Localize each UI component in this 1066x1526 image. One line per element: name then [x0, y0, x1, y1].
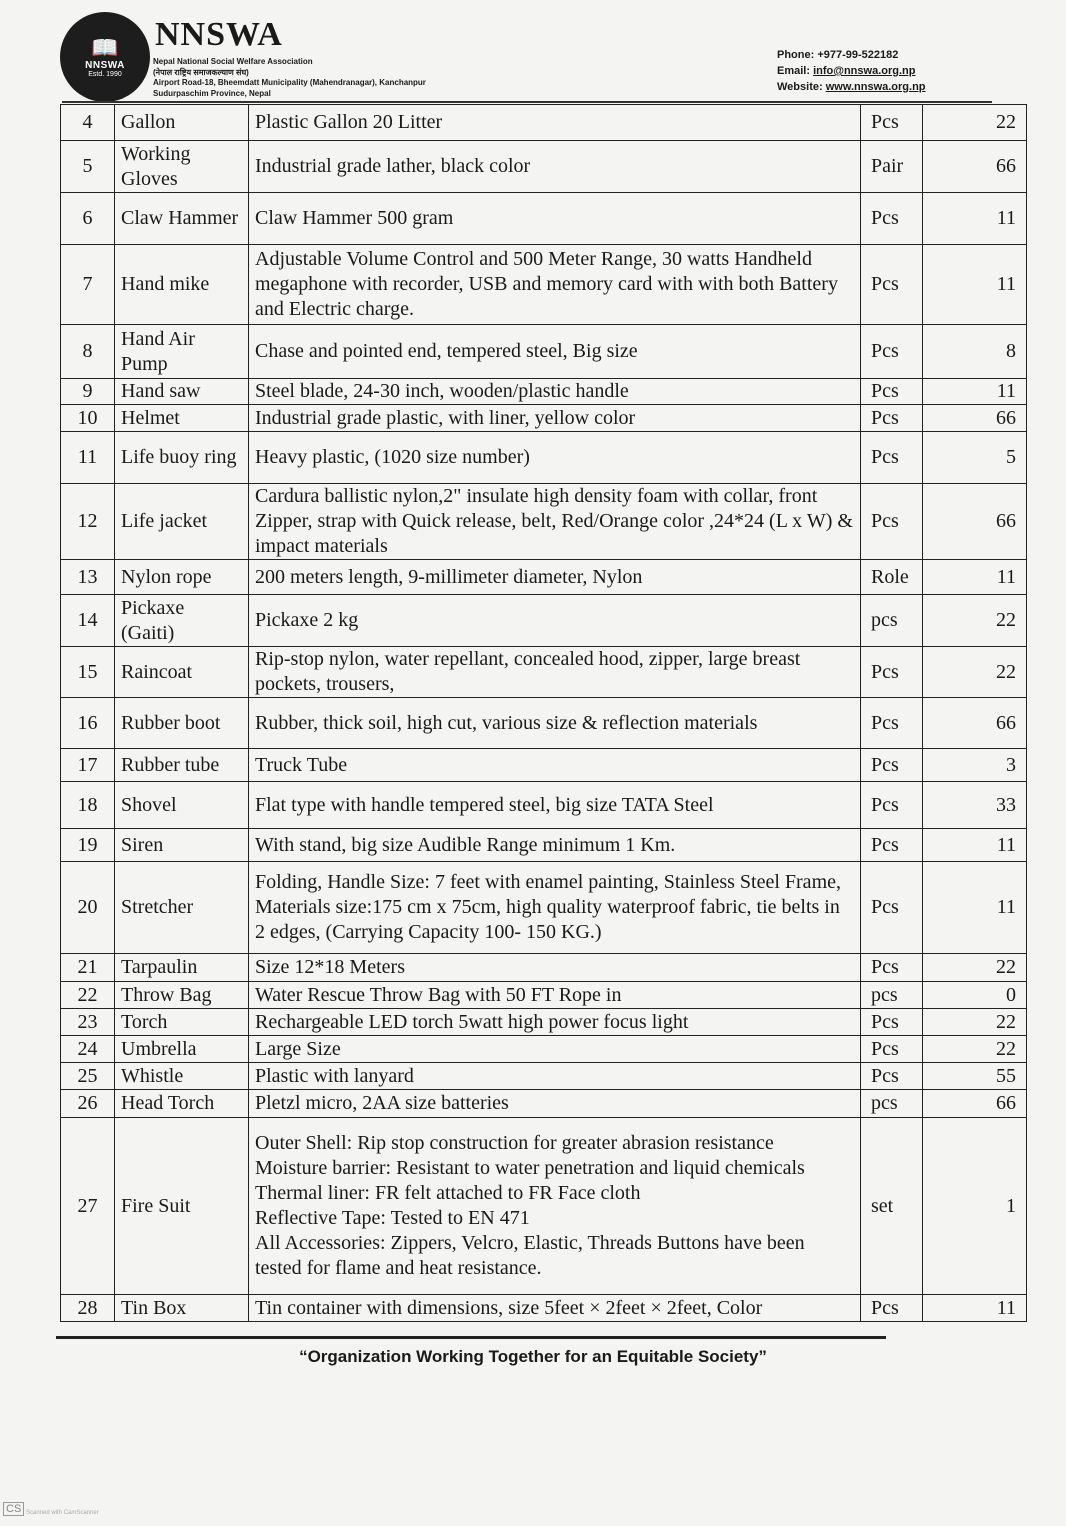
row-number: 15 — [61, 647, 115, 698]
item-unit: Pcs — [861, 782, 923, 829]
item-quantity: 66 — [923, 698, 1027, 749]
org-name: NNSWA — [155, 16, 283, 53]
row-number: 13 — [61, 560, 115, 595]
item-quantity: 11 — [923, 193, 1027, 245]
header-divider — [62, 101, 992, 103]
item-unit: pcs — [861, 982, 923, 1009]
item-specification: Pletzl micro, 2AA size batteries — [249, 1090, 861, 1118]
item-unit: Pcs — [861, 749, 923, 782]
table-row — [61, 484, 1027, 560]
item-specification: Industrial grade lather, black color — [249, 141, 861, 193]
item-name: Claw Hammer — [115, 193, 249, 245]
item-quantity: 11 — [923, 379, 1027, 405]
table-row — [61, 829, 1027, 862]
item-name: Head Torch — [115, 1090, 249, 1118]
item-unit: Pcs — [861, 829, 923, 862]
item-unit: Pcs — [861, 379, 923, 405]
org-nepali: (नेपाल राष्ट्रिय समाजकल्याण संघ) — [153, 67, 249, 77]
table-row — [61, 1009, 1027, 1036]
table-row — [61, 954, 1027, 982]
item-quantity: 22 — [923, 1036, 1027, 1063]
table-row — [61, 1036, 1027, 1063]
spec-line: All Accessories: Zippers, Velcro, Elastic, Threads Buttons have been tested for flame and heat resistance. — [255, 1232, 805, 1279]
row-number: 4 — [61, 105, 115, 141]
table-row — [61, 1118, 1027, 1295]
email-line: Email: info@nnswa.org.np — [777, 65, 916, 77]
row-number: 9 — [61, 379, 115, 405]
item-unit: Pcs — [861, 1009, 923, 1036]
table-row — [61, 245, 1027, 325]
item-name: Hand saw — [115, 379, 249, 405]
book-icon: 📖 — [91, 35, 119, 60]
item-specification: Plastic Gallon 20 Litter — [249, 105, 861, 141]
spec-line: Reflective Tape: Tested to EN 471 — [255, 1207, 530, 1229]
website-link[interactable]: www.nnswa.org.np — [825, 81, 926, 93]
row-number: 18 — [61, 782, 115, 829]
item-quantity: 11 — [923, 1295, 1027, 1322]
row-number: 28 — [61, 1295, 115, 1322]
row-number: 10 — [61, 405, 115, 432]
row-number: 5 — [61, 141, 115, 193]
item-unit: Pcs — [861, 105, 923, 141]
row-number: 6 — [61, 193, 115, 245]
item-name: Nylon rope — [115, 560, 249, 595]
item-unit: Pcs — [861, 698, 923, 749]
item-quantity: 22 — [923, 105, 1027, 141]
item-unit: pcs — [861, 595, 923, 647]
table-row — [61, 141, 1027, 193]
item-quantity: 5 — [923, 432, 1027, 484]
row-number: 24 — [61, 1036, 115, 1063]
item-name: Rubber boot — [115, 698, 249, 749]
row-number: 17 — [61, 749, 115, 782]
row-number: 21 — [61, 954, 115, 982]
address-line-2: Sudurpaschim Province, Nepal — [153, 88, 271, 98]
item-specification: Large Size — [249, 1036, 861, 1063]
item-unit: Pcs — [861, 1295, 923, 1322]
item-specification: Truck Tube — [249, 749, 861, 782]
contact-block — [777, 47, 926, 95]
item-quantity: 0 — [923, 982, 1027, 1009]
row-number: 19 — [61, 829, 115, 862]
row-number: 20 — [61, 862, 115, 954]
item-specification: Plastic with lanyard — [249, 1063, 861, 1090]
item-specification: Rubber, thick soil, high cut, various size & reflection materials — [249, 698, 861, 749]
item-quantity: 11 — [923, 862, 1027, 954]
row-number: 7 — [61, 245, 115, 325]
item-unit: Pcs — [861, 1036, 923, 1063]
website-line: Website: www.nnswa.org.np — [777, 81, 926, 93]
item-specification: Water Rescue Throw Bag with 50 FT Rope in — [249, 982, 861, 1009]
item-name: Working Gloves — [115, 141, 249, 193]
item-name: Siren — [115, 829, 249, 862]
item-name: Gallon — [115, 105, 249, 141]
item-specification: Chase and pointed end, tempered steel, Big size — [249, 325, 861, 379]
item-name: Tin Box — [115, 1295, 249, 1322]
item-quantity: 22 — [923, 954, 1027, 982]
item-unit: Pcs — [861, 647, 923, 698]
table-row — [61, 432, 1027, 484]
item-specification: Adjustable Volume Control and 500 Meter Range, 30 watts Handheld megaphone with recorder, USB and memory card with with both Battery and Electric charge. — [249, 245, 861, 325]
item-quantity: 3 — [923, 749, 1027, 782]
table-row — [61, 325, 1027, 379]
letterhead — [0, 0, 1066, 104]
motto: “Organization Working Together for an Equitable Society” — [299, 1347, 767, 1366]
item-unit: pcs — [861, 1090, 923, 1118]
table-row — [61, 595, 1027, 647]
item-quantity: 22 — [923, 595, 1027, 647]
item-name: Helmet — [115, 405, 249, 432]
table-row — [61, 1295, 1027, 1322]
item-name: Torch — [115, 1009, 249, 1036]
spec-line: Thermal liner: FR felt attached to FR Face cloth — [255, 1182, 641, 1204]
item-name: Rubber tube — [115, 749, 249, 782]
item-unit: Pcs — [861, 405, 923, 432]
item-specification: With stand, big size Audible Range minimum 1 Km. — [249, 829, 861, 862]
item-unit: Pcs — [861, 862, 923, 954]
table-row — [61, 647, 1027, 698]
item-unit: Pcs — [861, 245, 923, 325]
item-specification: Heavy plastic, (1020 size number) — [249, 432, 861, 484]
item-name: Hand mike — [115, 245, 249, 325]
row-number: 23 — [61, 1009, 115, 1036]
item-unit: Role — [861, 560, 923, 595]
item-unit: Pcs — [861, 1063, 923, 1090]
logo-text: NNSWA — [85, 60, 125, 71]
row-number: 22 — [61, 982, 115, 1009]
phone-line: Phone: +977-99-522182 — [777, 49, 899, 61]
item-name: Raincoat — [115, 647, 249, 698]
table-row — [61, 982, 1027, 1009]
item-name: Umbrella — [115, 1036, 249, 1063]
items-table — [60, 104, 1027, 1322]
item-specification: Size 12*18 Meters — [249, 954, 861, 982]
table-row — [61, 862, 1027, 954]
item-name: Shovel — [115, 782, 249, 829]
item-unit: Pcs — [861, 432, 923, 484]
footer-divider — [56, 1336, 886, 1339]
item-name: Throw Bag — [115, 982, 249, 1009]
address-line-1: Airport Road-18, Bheemdatt Municipality (Mahendranagar), Kanchanpur — [153, 78, 426, 87]
item-specification: Pickaxe 2 kg — [249, 595, 861, 647]
item-name: Life buoy ring — [115, 432, 249, 484]
item-specification: Tin container with dimensions, size 5feet × 2feet × 2feet, Color — [249, 1295, 861, 1322]
item-name: Tarpaulin — [115, 954, 249, 982]
item-quantity: 66 — [923, 141, 1027, 193]
spec-line: Moisture barrier: Resistant to water penetration and liquid chemicals — [255, 1157, 805, 1179]
logo-est: Estd. 1990 — [88, 71, 122, 78]
table-row — [61, 1090, 1027, 1118]
item-specification: Rechargeable LED torch 5watt high power focus light — [249, 1009, 861, 1036]
item-quantity: 55 — [923, 1063, 1027, 1090]
table-row — [61, 105, 1027, 141]
item-specification: Rip-stop nylon, water repellant, concealed hood, zipper, large breast pockets, trousers, — [249, 647, 861, 698]
table-row — [61, 749, 1027, 782]
item-specification: Folding, Handle Size: 7 feet with enamel painting, Stainless Steel Frame, Materials size:175 cm x 75cm, high quality waterproof fabric, tie belts in 2 edges, (Carrying Capacity 100- 150 KG.) — [249, 862, 861, 954]
item-quantity: 11 — [923, 245, 1027, 325]
item-name: Whistle — [115, 1063, 249, 1090]
item-quantity: 66 — [923, 484, 1027, 560]
table-row — [61, 698, 1027, 749]
item-specification: Cardura ballistic nylon,2" insulate high density foam with collar, front Zipper, strap with Quick release, belt, Red/Orange color ,24*24 (L x W) & impact materials — [249, 484, 861, 560]
item-unit: Pcs — [861, 484, 923, 560]
item-quantity: 1 — [923, 1118, 1027, 1295]
item-quantity: 11 — [923, 560, 1027, 595]
item-name: Fire Suit — [115, 1118, 249, 1295]
item-quantity: 33 — [923, 782, 1027, 829]
item-quantity: 22 — [923, 1009, 1027, 1036]
item-specification: 200 meters length, 9-millimeter diameter, Nylon — [249, 560, 861, 595]
item-unit: Pair — [861, 141, 923, 193]
email-link[interactable]: info@nnswa.org.np — [813, 65, 916, 77]
table-row — [61, 379, 1027, 405]
org-details — [153, 57, 426, 99]
table-row — [61, 405, 1027, 432]
row-number: 11 — [61, 432, 115, 484]
row-number: 12 — [61, 484, 115, 560]
item-specification: Steel blade, 24-30 inch, wooden/plastic handle — [249, 379, 861, 405]
item-specification: Flat type with handle tempered steel, big size TATA Steel — [249, 782, 861, 829]
camscanner-badge: CS — [3, 1502, 24, 1516]
nnswa-logo — [60, 12, 150, 102]
row-number: 8 — [61, 325, 115, 379]
item-specification: Claw Hammer 500 gram — [249, 193, 861, 245]
item-quantity: 8 — [923, 325, 1027, 379]
item-specification — [249, 1118, 861, 1295]
item-name: Stretcher — [115, 862, 249, 954]
row-number: 26 — [61, 1090, 115, 1118]
item-unit: Pcs — [861, 193, 923, 245]
item-name: Hand Air Pump — [115, 325, 249, 379]
phone: +977-99-522182 — [817, 49, 899, 61]
item-quantity: 11 — [923, 829, 1027, 862]
row-number: 27 — [61, 1118, 115, 1295]
table-row — [61, 1063, 1027, 1090]
spec-line: Outer Shell: Rip stop construction for greater abrasion resistance — [255, 1132, 774, 1154]
row-number: 25 — [61, 1063, 115, 1090]
item-unit: set — [861, 1118, 923, 1295]
item-specification: Industrial grade plastic, with liner, yellow color — [249, 405, 861, 432]
table-row — [61, 782, 1027, 829]
table-row — [61, 560, 1027, 595]
item-quantity: 66 — [923, 1090, 1027, 1118]
item-unit: Pcs — [861, 325, 923, 379]
item-quantity: 66 — [923, 405, 1027, 432]
item-name: Life jacket — [115, 484, 249, 560]
item-quantity: 22 — [923, 647, 1027, 698]
row-number: 14 — [61, 595, 115, 647]
row-number: 16 — [61, 698, 115, 749]
camscanner-text: Scanned with CamScanner — [26, 1510, 99, 1516]
item-name: Pickaxe (Gaiti) — [115, 595, 249, 647]
org-fullname: Nepal National Social Welfare Association — [153, 57, 313, 66]
item-unit: Pcs — [861, 954, 923, 982]
table-row — [61, 193, 1027, 245]
